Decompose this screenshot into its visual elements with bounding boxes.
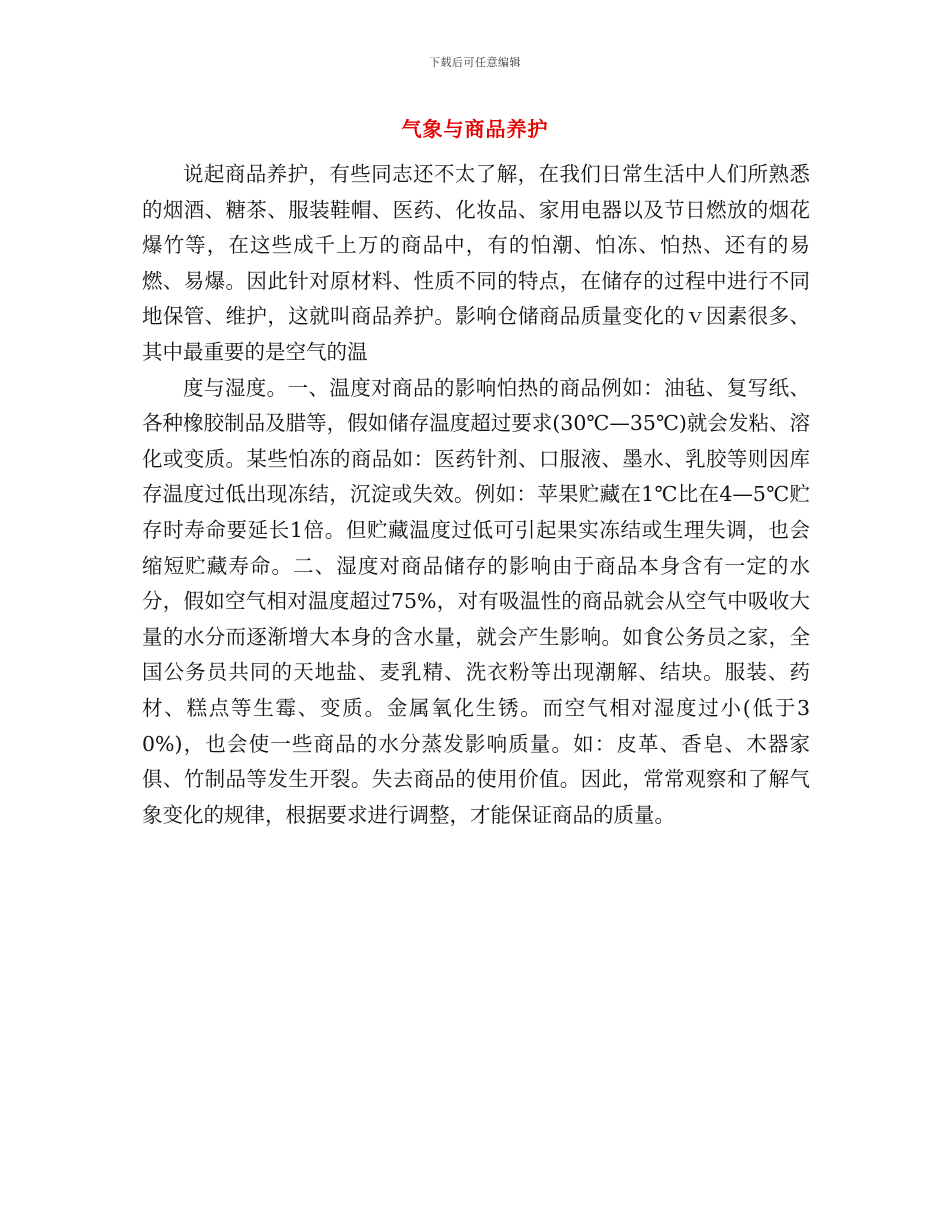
body-paragraph-1: 说起商品养护，有些同志还不太了解，在我们日常生活中人们所熟悉的烟酒、糖茶、服装鞋帽、医药、化妆品、家用电器以及节日燃放的烟花爆竹等，在这些成千上万的商品中，有的怕潮、怕冻、怕热、还有的易燃、易爆。因此针对原材料、性质不同的特点，在储存的过程中进行不同地保管、维护，这就叫商品养护。影响仓储商品质量变化的ｖ因素很多、其中最重要的是空气的温 — [142, 162, 810, 364]
body-paragraph-2: 度与湿度。一、温度对商品的影响怕热的商品例如：油毡、复写纸、各种橡胶制品及腊等，假如储存温度超过要求(30℃—35℃)就会发粘、溶化或变质。某些怕冻的商品如：医药针剂、口服液、墨水、乳胶等则因库存温度过低出现冻结，沉淀或失效。例如：苹果贮藏在1℃比在4—5℃贮存时寿命要延长1倍。但贮藏温度过低可引起果实冻结或生理失调，也会缩短贮藏寿命。二、湿度对商品储存的影响由于商品本身含有一定的水分，假如空气相对温度超过75%，对有吸温性的商品就会从空气中吸收大量的水分而逐渐增大本身的含水量，就会产生影响。如食公务员之家，全国公务员共同的天地盐、麦乳精、洗衣粉等出现潮解、结块。服装、药材、糕点等生霉、变质。金属氧化生锈。而空气相对湿度过小(低于30%)，也会使一些商品的水分蒸发影响质量。如：皮革、香皂、木器家俱、竹制品等发生开裂。失去商品的使用价值。因此，常常观察和了解气象变化的规律，根据要求进行调整，才能保证商品的质量。 — [142, 375, 810, 827]
page-header-note: 下载后可任意编辑 — [429, 56, 521, 69]
document-body — [142, 157, 810, 833]
document-title: 气象与商品养护 — [401, 117, 549, 141]
